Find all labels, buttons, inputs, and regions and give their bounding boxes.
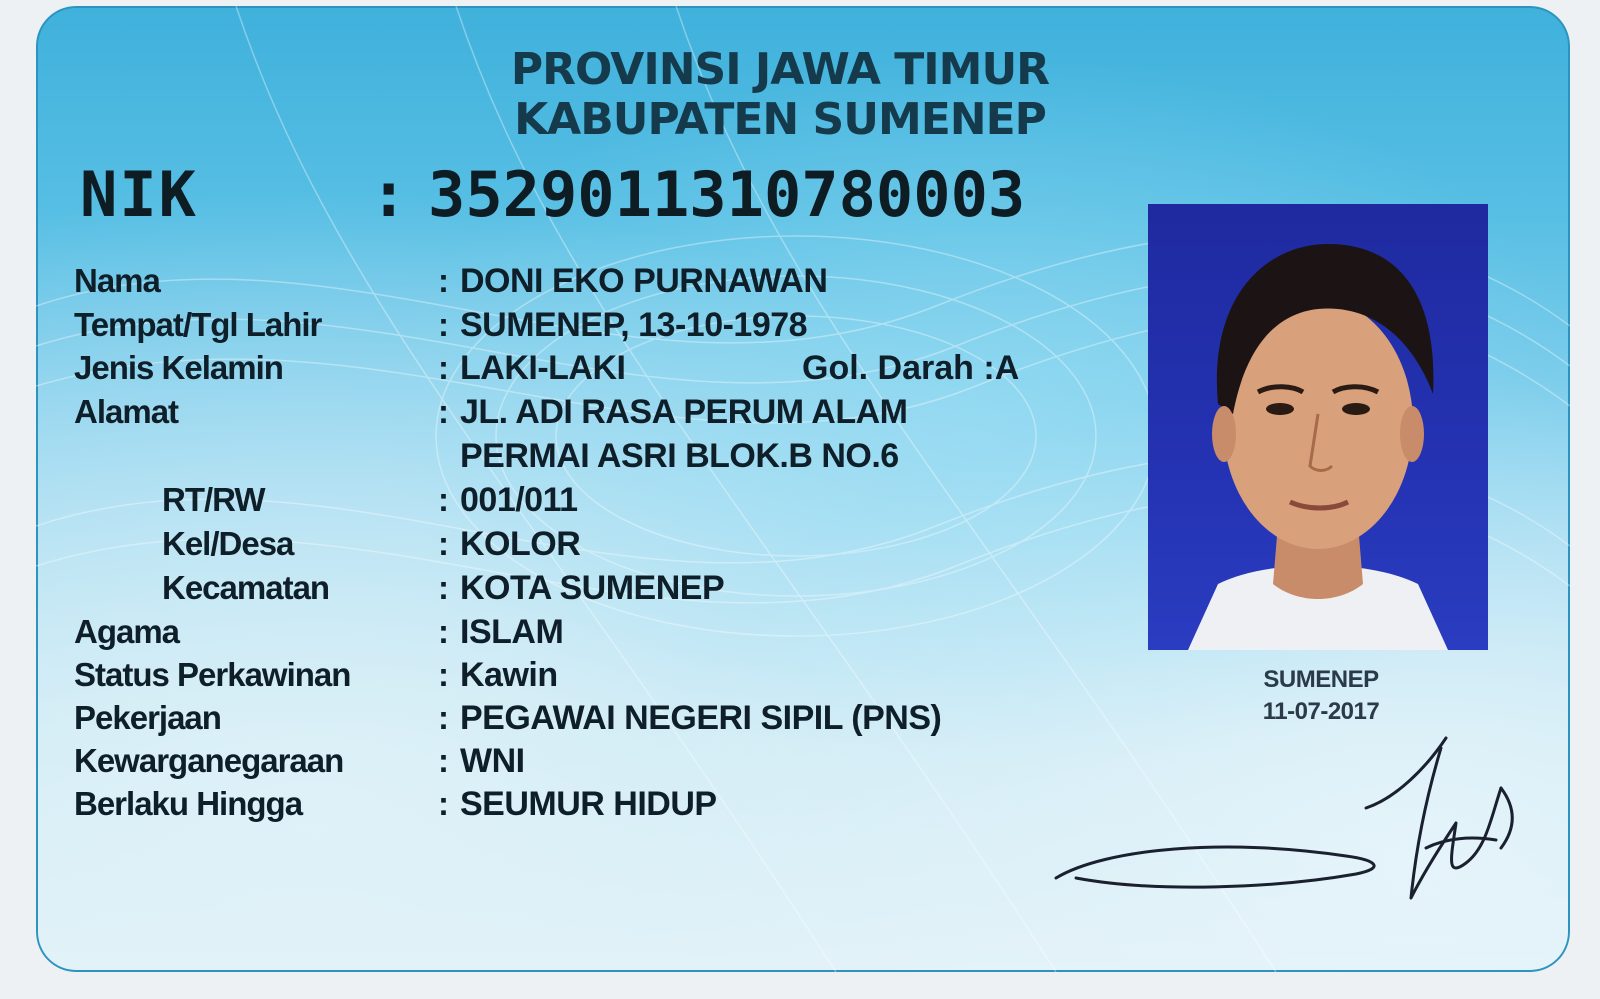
- field-colon: :: [438, 569, 449, 606]
- nik-colon: :: [370, 158, 410, 231]
- field-value: WNI: [460, 742, 525, 780]
- field-colon: :: [438, 525, 449, 562]
- field-label: Agama: [74, 613, 180, 650]
- field-label: RT/RW: [162, 481, 265, 518]
- field-jenis-kelamin: [36, 349, 1136, 393]
- field-colon: :: [438, 656, 449, 693]
- field-status-perkawinan: [36, 656, 1136, 700]
- field-label: Kecamatan: [162, 569, 330, 606]
- field-value-line1: JL. ADI RASA PERUM ALAM: [460, 393, 908, 431]
- signature: [1046, 728, 1536, 928]
- field-colon: :: [438, 481, 449, 518]
- field-value: Kawin: [460, 656, 558, 694]
- portrait-image: [1148, 204, 1488, 650]
- nik-value: 3529011310780003: [428, 158, 1026, 231]
- field-label: Tempat/Tgl Lahir: [74, 306, 322, 343]
- field-label: Kel/Desa: [162, 525, 294, 562]
- field-value: SUMENEP, 13-10-1978: [460, 306, 808, 344]
- field-alamat-cont: [36, 437, 1136, 481]
- field-value: KOLOR: [460, 525, 581, 563]
- field-nama: [36, 262, 1136, 306]
- field-colon: :: [438, 349, 449, 386]
- field-colon: :: [438, 699, 449, 736]
- field-colon: :: [438, 785, 449, 822]
- field-kecamatan: [36, 569, 1136, 613]
- field-colon: :: [438, 262, 449, 299]
- blood-type: [802, 349, 1019, 388]
- field-value-line2: PERMAI ASRI BLOK.B NO.6: [460, 437, 899, 475]
- id-card: [36, 6, 1570, 972]
- issue-date: 11-07-2017: [1262, 698, 1380, 725]
- blood-type-label: Gol. Darah: [802, 349, 974, 387]
- field-rtrw: [36, 481, 1136, 525]
- field-value: SEUMUR HIDUP: [460, 785, 717, 823]
- field-label: Nama: [74, 262, 160, 299]
- field-colon: :: [438, 393, 449, 430]
- field-alamat: [36, 393, 1136, 437]
- field-berlaku-hingga: [36, 785, 1136, 829]
- field-label: Kewarganegaraan: [74, 742, 344, 779]
- field-label: Status Perkawinan: [74, 656, 351, 693]
- field-value: 001/011: [460, 481, 578, 519]
- field-value: DONI EKO PURNAWAN: [460, 262, 828, 300]
- field-colon: :: [438, 742, 449, 779]
- issue-place: SUMENEP: [1263, 666, 1379, 693]
- blood-type-colon: :: [983, 349, 995, 387]
- field-pekerjaan: [36, 699, 1136, 743]
- nik-label: NIK: [80, 158, 198, 231]
- field-ttl: [36, 306, 1136, 350]
- field-kewarganegaraan: [36, 742, 1136, 786]
- field-value: PEGAWAI NEGERI SIPIL (PNS): [460, 699, 942, 737]
- field-value: LAKI-LAKI: [460, 349, 626, 387]
- field-label: Berlaku Hingga: [74, 785, 303, 822]
- field-label: Jenis Kelamin: [74, 349, 283, 386]
- blood-type-value: A: [994, 349, 1020, 387]
- field-colon: :: [438, 306, 449, 343]
- field-agama: [36, 613, 1136, 657]
- regency-title: KABUPATEN SUMENEP: [514, 94, 1046, 145]
- holder-photo: [1148, 204, 1488, 650]
- field-value: ISLAM: [460, 613, 564, 651]
- province-title: PROVINSI JAWA TIMUR: [510, 44, 1050, 95]
- field-kel-desa: [36, 525, 1136, 569]
- field-colon: :: [438, 613, 449, 650]
- field-value: KOTA SUMENEP: [460, 569, 725, 607]
- field-label: Pekerjaan: [74, 699, 221, 736]
- field-label: Alamat: [74, 393, 179, 430]
